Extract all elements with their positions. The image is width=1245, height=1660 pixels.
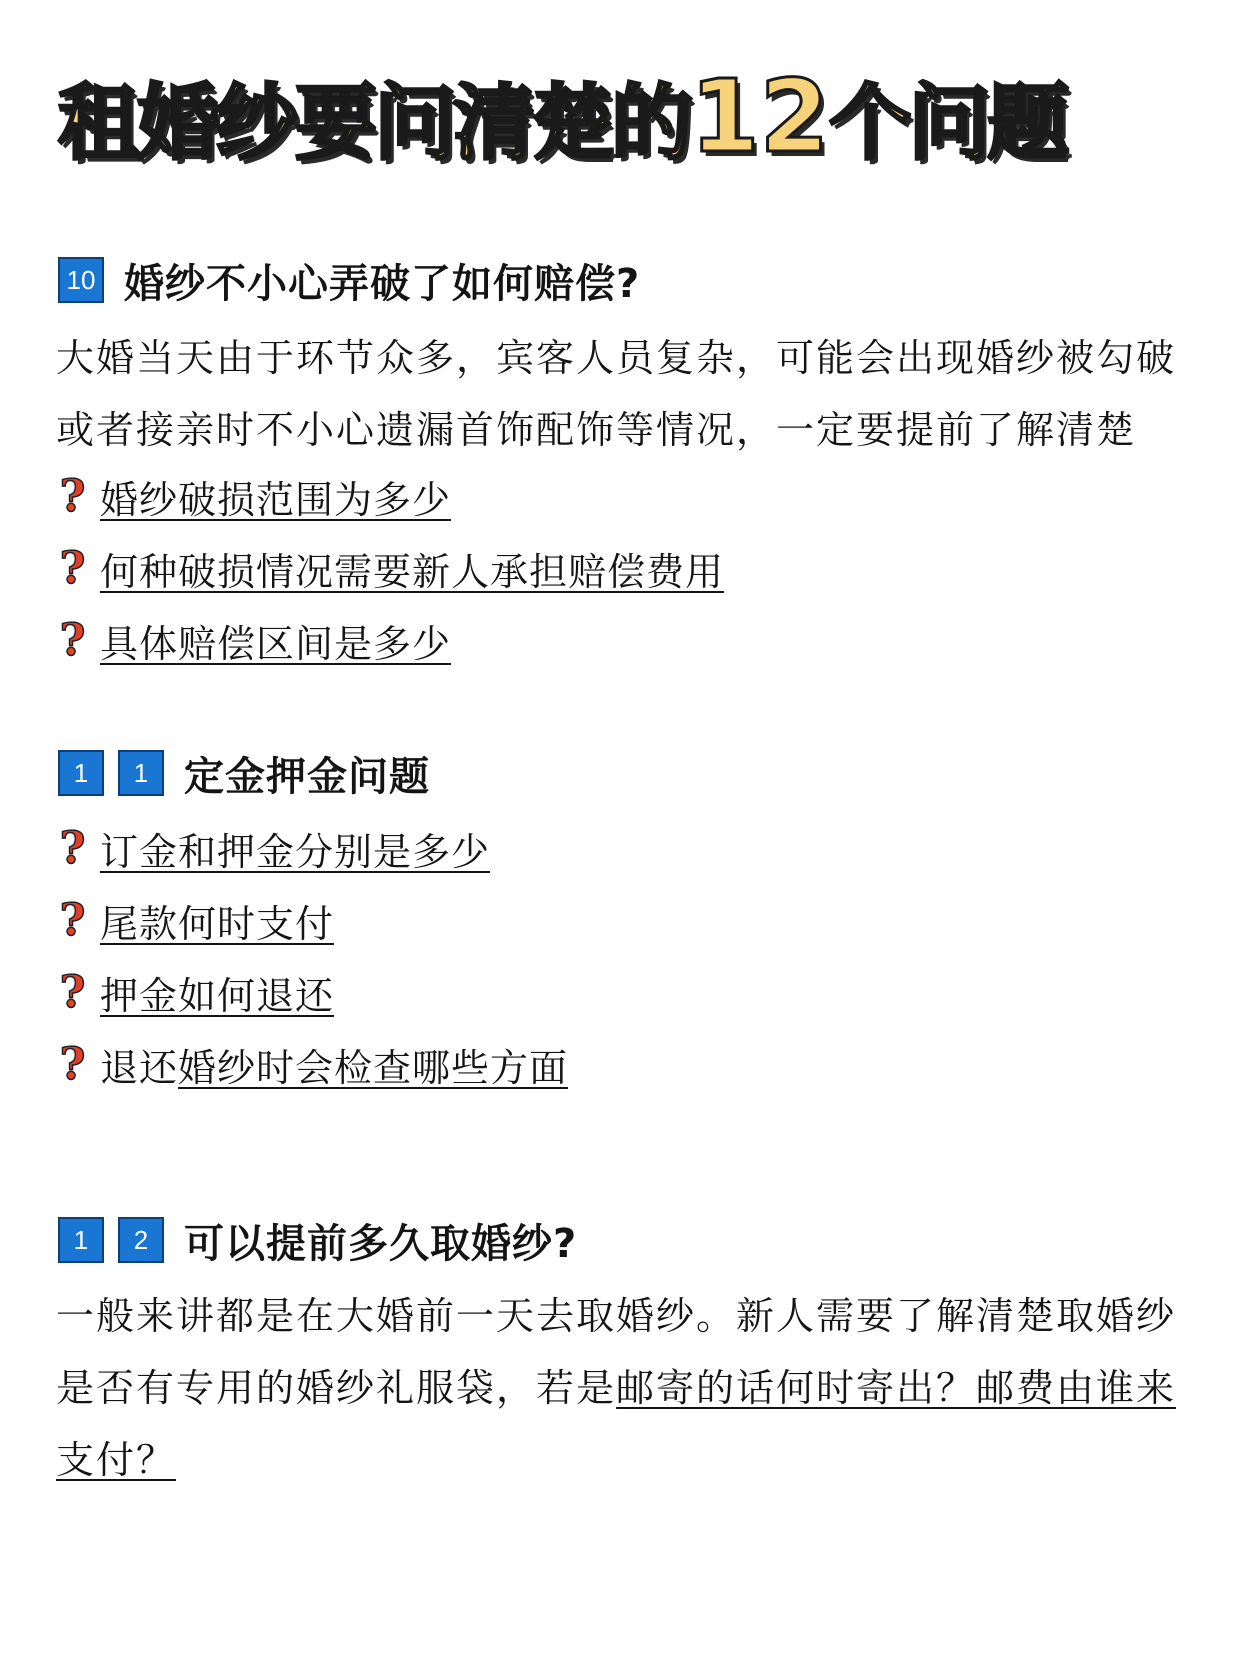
question-item (56, 956, 568, 1028)
question-item (56, 604, 724, 676)
question-mark-icon: ? (59, 614, 87, 666)
section-11-heading (58, 745, 430, 801)
question-mark-icon: ? (59, 470, 87, 522)
question-text[interactable]: 何种破损情况需要新人承担赔偿费用 (100, 549, 725, 594)
question-mark-icon: ? (59, 822, 87, 874)
section-11-questions (56, 812, 568, 1100)
section-title: 定金押金问题 (184, 753, 430, 800)
paragraph-underlined[interactable]: 邮寄的话何时寄出？邮费由谁来支付？ (56, 1366, 1177, 1482)
section-12-paragraph (56, 1280, 1206, 1496)
question-text[interactable]: 婚纱破损范围为多少 (100, 477, 452, 522)
section-10-questions (56, 460, 724, 676)
question-mark-icon: ? (59, 894, 87, 946)
number-badge: 1 (118, 750, 164, 796)
number-badge: 10 (58, 257, 104, 303)
question-text[interactable]: 订金和押金分别是多少 (100, 829, 491, 874)
section-title: 可以提前多久取婚纱? (184, 1220, 578, 1267)
section-10-heading (58, 252, 640, 308)
section-title: 婚纱不小心弄破了如何赔偿? (124, 260, 641, 307)
question-item (56, 532, 724, 604)
number-badge: 2 (118, 1217, 164, 1263)
question-item (56, 460, 724, 532)
question-mark-icon: ? (59, 966, 87, 1018)
question-item (56, 884, 568, 956)
question-item (56, 812, 568, 884)
number-badge: 1 (58, 750, 104, 796)
question-text[interactable]: 具体赔偿区间是多少 (100, 621, 452, 666)
question-text-plain: 退还 (100, 1045, 179, 1090)
question-text-underlined[interactable]: 婚纱时会检查哪些方面 (178, 1045, 569, 1090)
title-number: 12 (690, 58, 830, 175)
question-text[interactable]: 押金如何退还 (100, 973, 335, 1018)
title-tail: 个问题 (829, 76, 1067, 171)
question-mark-icon: ? (59, 1038, 87, 1090)
section-12-heading (58, 1212, 577, 1268)
page-title (58, 58, 1067, 179)
number-badge: 1 (58, 1217, 104, 1263)
section-10-paragraph: 大婚当天由于环节众多，宾客人员复杂，可能会出现婚纱被勾破或者接亲时不小心遗漏首饰配饰等情况，一定要提前了解清楚 (56, 336, 1177, 452)
question-mark-icon: ? (59, 542, 87, 594)
question-text[interactable]: 尾款何时支付 (100, 901, 335, 946)
title-main: 租婚纱要问清楚的 (58, 76, 691, 171)
paragraph-plain: 一般来讲都是在大婚前一天去取婚纱。新人需要了解清楚取婚纱是否有专用的婚纱礼服袋，若是 (56, 1294, 1177, 1410)
question-item (56, 1028, 568, 1100)
